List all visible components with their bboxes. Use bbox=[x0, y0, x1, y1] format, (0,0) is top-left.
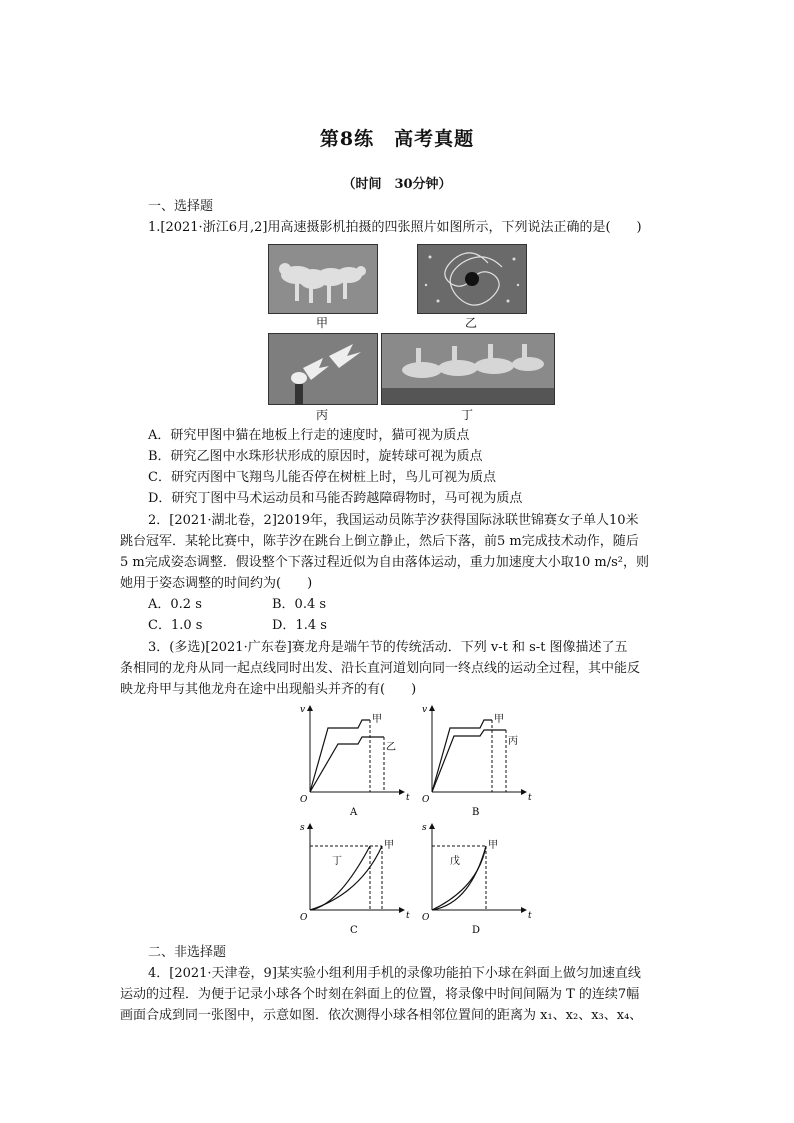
photo-caption-ding: 丁 bbox=[460, 408, 473, 422]
question-4-line-2: 运动的过程．为便于记录小球各个时刻在斜面上的位置，将录像中时间间隔为 T 的连续7幅 bbox=[120, 987, 640, 1002]
question-4-line-1: 4．[2021·天津卷，9]某实验小组利用手机的录像功能拍下小球在斜面上做匀加速直线 bbox=[148, 966, 641, 981]
graph-b bbox=[412, 700, 542, 820]
photo-horse bbox=[381, 333, 555, 405]
question-1-stem: 1.[2021·浙江6月,2]用高速摄影机拍摄的四张照片如图所示，下列说法正确的是( ) bbox=[148, 220, 642, 235]
q2-option-b: B．0.4 s bbox=[272, 597, 327, 612]
graph-c-caption: C bbox=[350, 925, 358, 936]
graph-d-label-wu: 戊 bbox=[450, 856, 460, 867]
graph-b-x-label: t bbox=[528, 793, 532, 803]
graph-a-caption: A bbox=[350, 807, 358, 818]
photo-caption-jia: 甲 bbox=[315, 316, 328, 330]
q1-option-a: A．研究甲图中猫在地板上行走的速度时，猫可视为质点 bbox=[148, 428, 470, 443]
graph-a-curve-yi bbox=[310, 737, 384, 792]
section-heading-nonchoice: 二、非选择题 bbox=[148, 945, 227, 960]
section-heading-choice: 一、选择题 bbox=[148, 199, 214, 214]
q2-option-c: C．1.0 s bbox=[148, 618, 203, 633]
question-2-line-1: 2．[2021·湖北卷，2]2019年，我国运动员陈芋汐获得国际泳联世锦赛女子单人10米 bbox=[148, 513, 639, 528]
graph-a bbox=[290, 700, 420, 820]
graph-a-label-jia: 甲 bbox=[372, 714, 382, 725]
photo-caption-bing: 丙 bbox=[315, 408, 328, 422]
graph-d-y-label: s bbox=[422, 823, 427, 833]
graph-d-caption: D bbox=[472, 925, 481, 936]
question-2-line-3: 5 m完成姿态调整．假设整个下落过程近似为自由落体运动，重力加速度大小取10 m/s²，则 bbox=[120, 555, 649, 570]
q2-option-d: D．1.4 s bbox=[272, 618, 327, 633]
graph-c-label-jia: 甲 bbox=[384, 840, 394, 851]
question-3-line-3: 映龙舟甲与其他龙舟在途中出现船头并齐的有( ) bbox=[120, 682, 417, 697]
page-title: 第8练 高考真题 bbox=[319, 128, 475, 150]
graph-b-y-label: v bbox=[422, 705, 428, 715]
graph-a-curve-jia bbox=[310, 720, 370, 792]
question-3-line-2: 条相同的龙舟从同一起点线同时出发、沿长直河道划向同一终点线的运动全过程，其中能反 bbox=[120, 661, 641, 676]
photo-caption-yi: 乙 bbox=[464, 316, 477, 330]
question-3-line-1: 3．(多选)[2021·广东卷]赛龙舟是端午节的传统活动．下列 v-t 和 s-t 图像描述了五 bbox=[148, 640, 628, 655]
graph-d bbox=[412, 818, 542, 938]
graph-c bbox=[290, 818, 420, 938]
graph-b-origin: O bbox=[422, 795, 430, 805]
q1-option-b: B．研究乙图中水珠形状形成的原因时，旋转球可视为质点 bbox=[148, 449, 483, 464]
graph-a-y-label: v bbox=[300, 705, 306, 715]
q1-option-c: C．研究丙图中飞翔鸟儿能否停在树桩上时，鸟儿可视为质点 bbox=[148, 470, 496, 485]
question-2-line-4: 她用于姿态调整的时间约为( ) bbox=[120, 576, 313, 591]
graph-a-x-label: t bbox=[406, 793, 410, 803]
graph-c-curve-ding bbox=[310, 846, 382, 910]
graph-c-origin: O bbox=[300, 913, 308, 923]
question-4-line-3: 画面合成到同一张图中，示意如图．依次测得小球各相邻位置间的距离为 x₁、x₂、x₃、x₄、 bbox=[120, 1008, 643, 1023]
time-limit: （时间 30分钟） bbox=[342, 177, 452, 192]
graph-d-origin: O bbox=[422, 913, 430, 923]
q2-option-a: A．0.2 s bbox=[148, 597, 202, 612]
graph-a-origin: O bbox=[300, 795, 308, 805]
q1-option-d: D．研究丁图中马术运动员和马能否跨越障碍物时，马可视为质点 bbox=[148, 491, 523, 506]
graph-a-label-yi: 乙 bbox=[386, 742, 396, 753]
graph-d-x-label: t bbox=[528, 911, 532, 921]
graph-c-y-label: s bbox=[300, 823, 305, 833]
graph-d-label-jia: 甲 bbox=[488, 840, 498, 851]
photo-spinning-ball bbox=[417, 244, 527, 314]
graph-b-label-bing: 丙 bbox=[508, 736, 518, 747]
graph-b-caption: B bbox=[472, 807, 480, 818]
graph-c-x-label: t bbox=[406, 911, 410, 921]
photo-bird bbox=[268, 333, 378, 405]
graph-c-label-ding: 丁 bbox=[332, 856, 342, 867]
graph-b-curve-bing bbox=[432, 730, 506, 792]
graph-b-label-jia: 甲 bbox=[494, 714, 504, 725]
photo-cat bbox=[268, 244, 378, 314]
question-2-line-2: 跳台冠军．某轮比赛中，陈芋汐在跳台上倒立静止，然后下落，前5 m完成技术动作，随后 bbox=[120, 534, 639, 549]
